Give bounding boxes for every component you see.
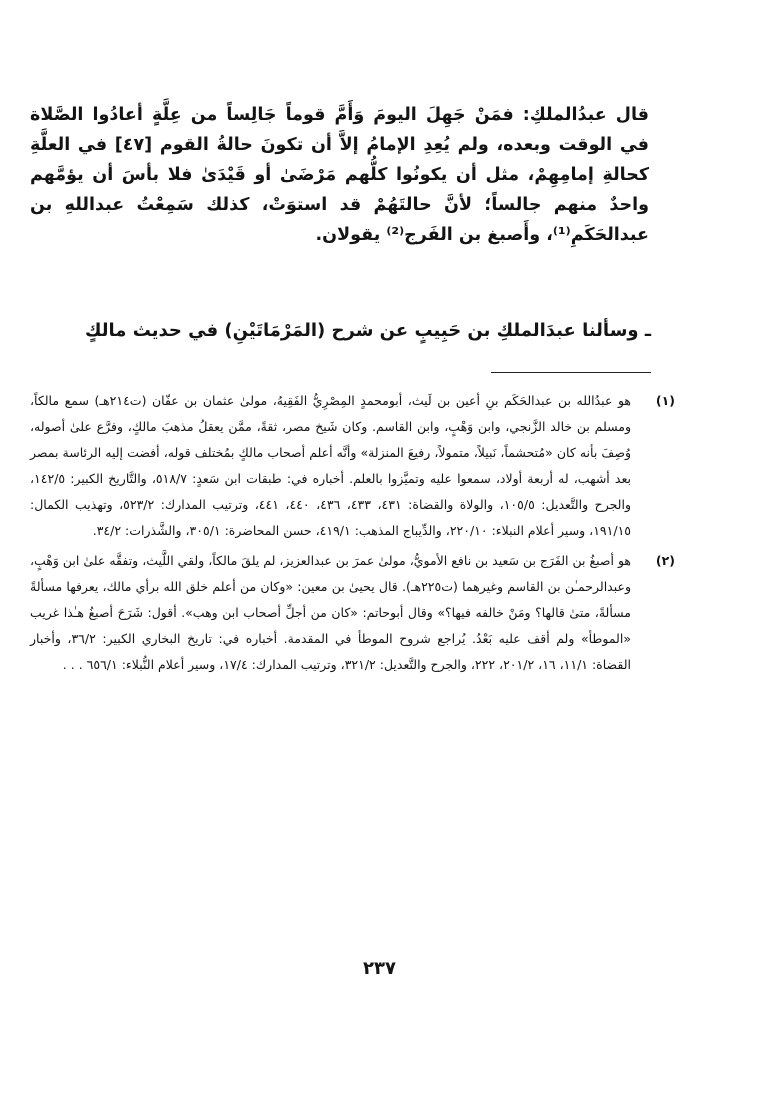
footnote-text: هو أصبغُ بن الفَرَج بن سَعيد بن نافع الأمويُّ، مولىٰ عمرَ بن عبدالعزيز، لم يلقَ مالكاً، ولقي اللَّيث، وتفقَّه علىٰ ابن وَهْبٍ، وعبدالرحمـٰن بن القاسم وغيرهما (ت٢٢٥هـ). قال يحيىٰ بن معين: «وكان من أعلم خلق الله برأي مالك، يعرفها مسألةً مسألةً، متىٰ قالها؟ ومَنْ خالفه فيها؟» وقال أبوحاتم: «كان من أجلِّ أصحاب ابن وهب». أقول: شَرَحَ أصبغُ هـٰذا غريب «الموطأ» ولم أقف عليه بَعْدُ. يُراجع شروح الموطأ في المقدمة. أخباره في: تاريخ البخاري الكبير: ٣٦/٢، وأخبار القضاة: ١١/١، ١٦، ٢٠١/٢، ٢٢٢، والجرح والتَّعديل: ٣٢١/٢، وترتيب المدارك: ١٧/٤، وسير أعلام النُّبلاء: ٦٥٦/١ . . .	[30, 553, 631, 672]
main-paragraph-text: فمَنْ جَهِلَ اليومَ وَأَمَّ قوماً جَالِساً من عِلَّةٍ أعادُوا الصَّلاة في الوقت وبعده، ولم يُعِدِ الإمامُ إلاَّ أن تكونَ حالةُ القوم [٤٧] في العلَّةِ كحالةِ إمامِهِمْ، مثل أن يكونُوا كلُّهم مَرْضَىٰ أو قَيْدَىٰ فلا بأسَ أن يؤمَّهم واحدٌ منهم جالساً؛ لأنَّ حالتَهُمْ قد استوَتْ، كذلك سَمِعْتُ عبداللهِ بن عبدالحَكَمِ⁽¹⁾، وأَصبغ بن الفَرج⁽²⁾ يقولان.	[30, 105, 650, 245]
footnote-2	[30, 548, 675, 678]
main-paragraph	[30, 100, 649, 250]
footnote-text: هو عبدُالله بن عبدالحَكَم بنِ أعين بن لَيث، أبومحمدٍ المِصْرِيُّ الفَقِيهُ، مولىٰ عثمان بن عفّان (ت٢١٤هـ) سمع مالكاً، ومسلم بن خالد الزَّنجي، وابن وَهْبٍ، وابن القاسم. وكان شَيخ مصر، ثقةً، ممَّن يعقلُ مذهبَ مالكٍ، وفرَّع علىٰ أصوله، وُصِفَ بأنه كان «مُتحشماً، نَبيلاً، متمولاً، رفيعَ المنزلة» وأنَّه أعلم أصحاب مالكٍ بمُختلف قوله، أفضت إليه الرئاسة بمصر بعد أشهب، له أربعة أولاد، سمعوا عليه وتميَّزوا بالعلم. أخباره في: طبقات ابن سَعدٍ: ٥١٨/٧، والتَّاريخ الكبير: ١٤٢/٥، والجرح والتَّعديل: ١٠٥/٥، والولاة والقضاة: ٤٣١، ٤٣٣، ٤٣٦، ٤٤٠، ٤٤١، وترتيب المدارك: ٥٢٣/٢، وتهذيب الكمال: ١٩١/١٥، وسير أعلام النبلاء: ٢٢٠/١٠، والدِّيباج المذهب: ٤١٩/١، حسن المحاضرة: ٣٠٥/١، والشَّذرات: ٣٤/٢.	[30, 393, 631, 538]
footnote-separator	[491, 372, 651, 373]
footnote-number: (٢)	[655, 553, 675, 568]
footnote-1	[30, 388, 675, 544]
footnotes-list	[30, 388, 675, 682]
section-heading: ـ وسألنا عبدَالملكِ بن حَبِيبٍ عن شرح (المَرْمَاتَيْنِ) في حديث مالكٍ	[85, 320, 651, 341]
speaker-label: قال عبدُالملكِ:	[522, 105, 649, 125]
footnote-number: (١)	[655, 393, 675, 408]
page-number: ٢٣٧	[363, 958, 396, 979]
